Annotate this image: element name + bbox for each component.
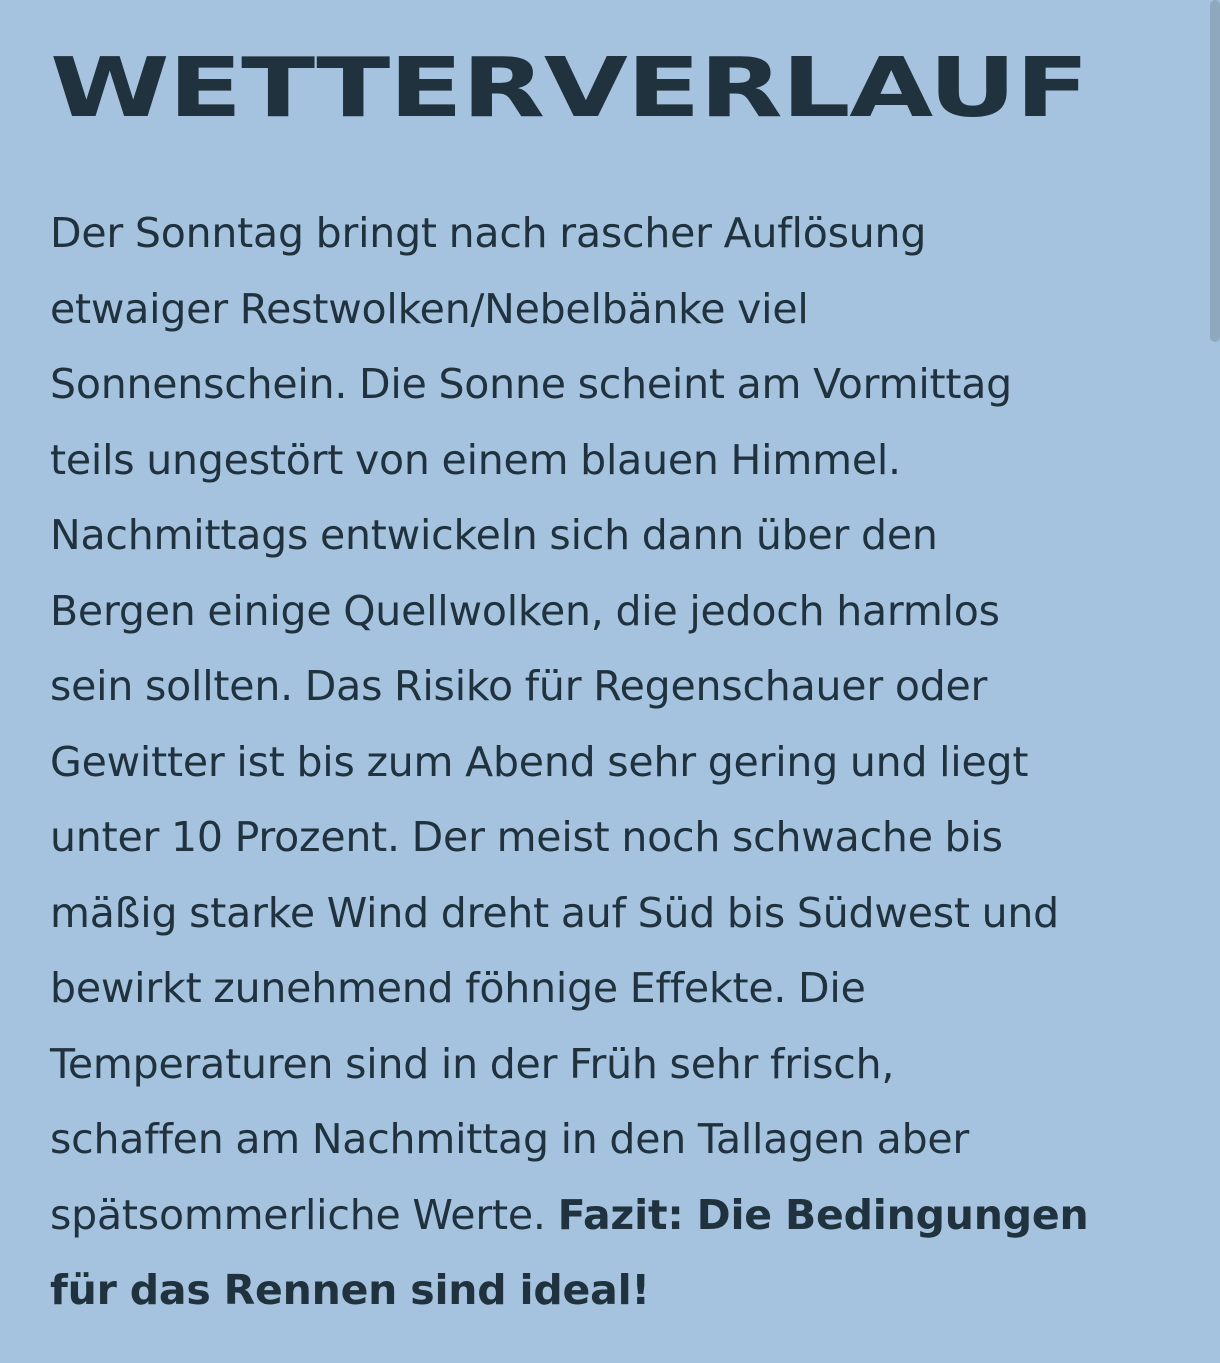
paragraph-line-8: Gewitter ist bis zum Abend sehr gering und liegt [50, 737, 1029, 786]
paragraph-line-14 [50, 1178, 1185, 1254]
paragraph-line-1: Der Sonntag bringt nach rascher Auflösung [50, 209, 927, 257]
paragraph-line-15 [50, 1253, 1185, 1329]
page-title-text: WETTERVERLAUF [50, 41, 1088, 136]
paragraph-line-5: Nachmittags entwickeln sich dann über den [50, 511, 938, 559]
conclusion-text: Fazit: Die Bedingungen [557, 1190, 1089, 1239]
weather-article [50, 0, 1180, 1363]
paragraph-line-10: mäßig starke Wind dreht auf Süd bis Südwest und [50, 888, 1059, 937]
page-title [50, 41, 1090, 136]
paragraph-line-6: Bergen einige Quellwolken, die jedoch harmlos [50, 586, 1000, 635]
paragraph-line-14-regular: spätsommerliche Werte. [50, 1190, 546, 1239]
paragraph-line-4: teils ungestört von einem blauen Himmel. [50, 435, 901, 484]
paragraph-line-7: sein sollten. Das Risiko für Regenschauer oder [50, 662, 988, 710]
paragraph-line-9: unter 10 Prozent. Der meist noch schwache bis [50, 813, 1003, 861]
paragraph-line-11: bewirkt zunehmend föhnige Effekte. Die [50, 964, 866, 1012]
scrollbar-thumb[interactable] [1210, 0, 1220, 342]
paragraph-line-12: Temperaturen sind in der Früh sehr frisch, [50, 1039, 895, 1088]
conclusion-text-end: für das Rennen sind ideal! [50, 1266, 650, 1314]
paragraph-line-3: Sonnenschein. Die Sonne scheint am Vormittag [50, 360, 1013, 408]
paragraph-line-2: etwaiger Restwolken/Nebelbänke viel [50, 284, 809, 333]
forecast-paragraph [50, 196, 1185, 1329]
paragraph-line-13: schaffen am Nachmittag in den Tallagen aber [50, 1115, 970, 1163]
